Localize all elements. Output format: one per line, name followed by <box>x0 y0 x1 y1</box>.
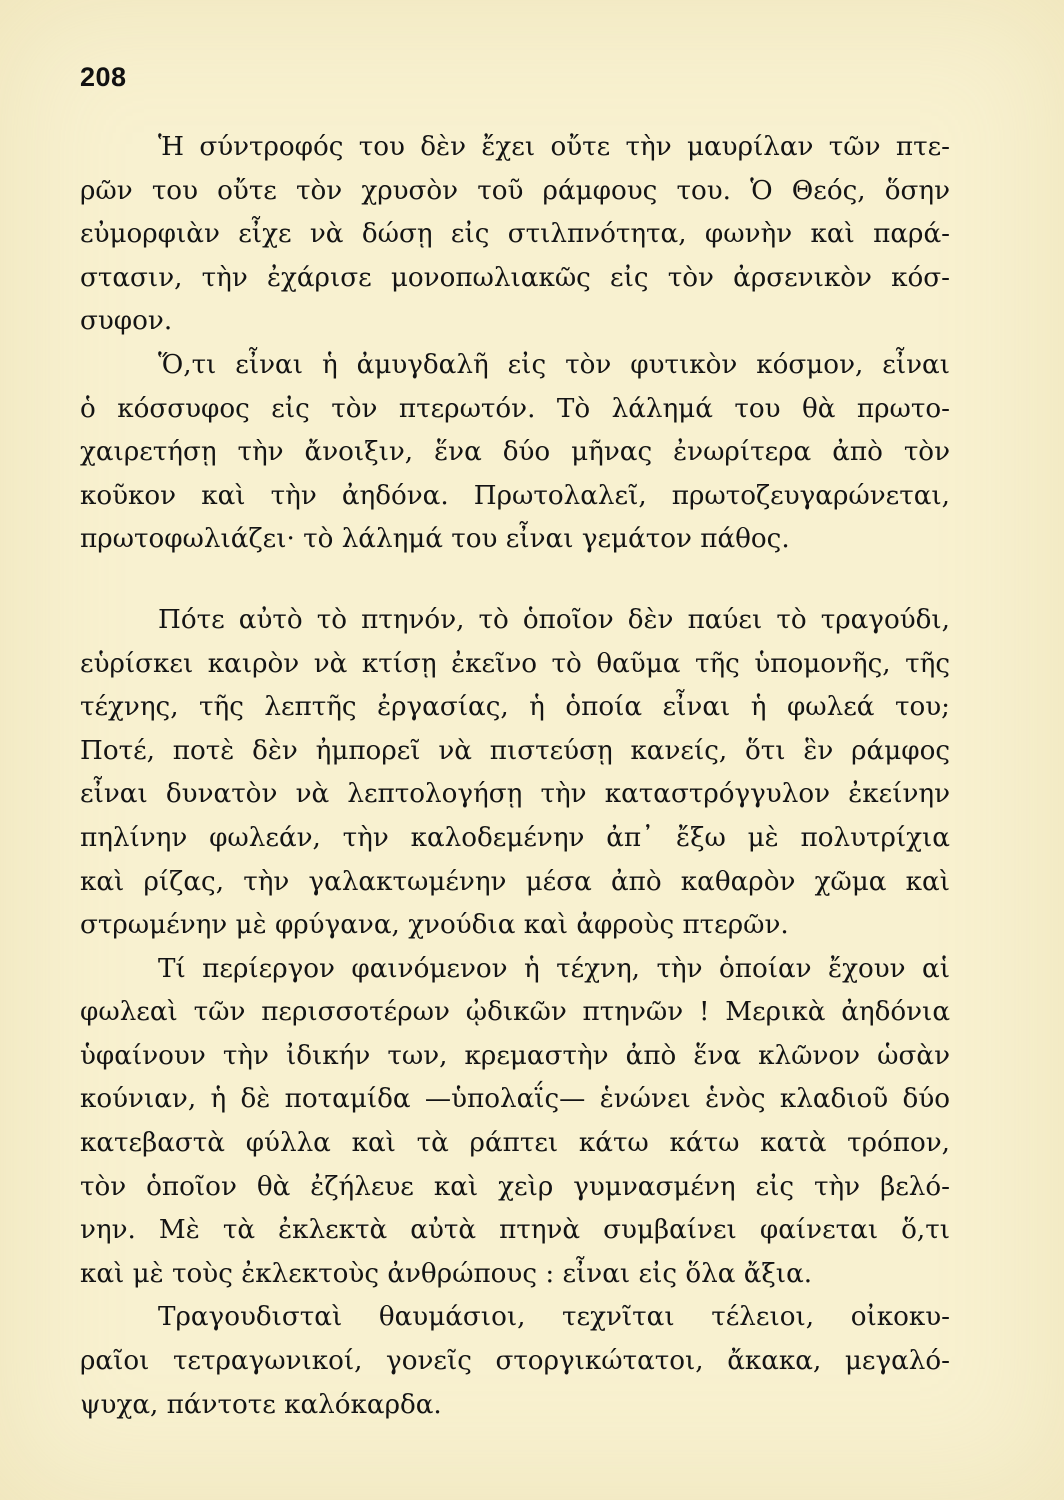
section-gap <box>80 562 950 599</box>
text-line: Ποτέ, ποτὲ δὲν ἠμπορεῖ νὰ πιστεύσῃ κανείς, ὅτι ἓν ράμφος <box>80 735 950 766</box>
text-line: εὐμορφιὰν εἶχε νὰ δώσῃ εἰς στιλπνότητα, φωνὴν καὶ παρά- <box>80 219 950 250</box>
text-line: συφον. <box>80 306 173 337</box>
text-line: καὶ μὲ τοὺς ἐκλεκτοὺς ἀνθρώπους : εἶναι εἰς ὅλα ἄξια. <box>80 1258 813 1289</box>
text-line: κούνιαν, ἡ δὲ ποταμίδα —ὑπολαΐς— ἑνώνει ἑνὸς κλαδιοῦ δύο <box>80 1084 950 1115</box>
text-line: ραῖοι τετραγωνικοί, γονεῖς στοργικώτατοι, ἄκακα, μεγαλό- <box>80 1346 950 1377</box>
text-line: τέχνης, τῆς λεπτῆς ἐργασίας, ἡ ὁποία εἶναι ἡ φωλεά του; <box>80 692 950 723</box>
text-line: νην. Μὲ τὰ ἐκλεκτὰ αὐτὰ πτηνὰ συμβαίνει φαίνεται ὅ,τι <box>80 1215 950 1246</box>
text-line: ψυχα, πάντοτε καλόκαρδα. <box>80 1389 442 1420</box>
text-line: Ἡ σύντροφός του δὲν ἔχει οὔτε τὴν μαυρίλαν τῶν πτε- <box>158 132 950 162</box>
text-line: εἶναι δυνατὸν νὰ λεπτολογήσῃ τὴν καταστρόγγυλον ἐκείνην <box>80 779 950 810</box>
text-line: εὑρίσκει καιρὸν νὰ κτίσῃ ἐκεῖνο τὸ θαῦμα τῆς ὑπομονῆς, τῆς <box>80 648 950 679</box>
paragraph <box>80 344 950 562</box>
text-line: Πότε αὐτὸ τὸ πτηνόν, τὸ ὁποῖον δὲν παύει τὸ τραγούδι, <box>158 604 950 635</box>
text-line: ὑφαίνουν τὴν ἰδικήν των, κρεμαστὴν ἀπὸ ἕνα κλῶνον ὡσὰν <box>80 1040 950 1071</box>
paragraph <box>80 1296 950 1427</box>
text-line: στασιν, τὴν ἐχάρισε μονοπωλιακῶς εἰς τὸν ἀρσενικὸν κόσ- <box>80 262 950 293</box>
text-line: χαιρετήσῃ τὴν ἄνοιξιν, ἕνα δύο μῆνας ἐνωρίτερα ἀπὸ τὸν <box>80 437 950 468</box>
text-line: ὁ κόσσυφος εἰς τὸν πτερωτόν. Τὸ λάλημά του θὰ πρωτο- <box>80 393 950 424</box>
text-line: Ὅ,τι εἶναι ἡ ἀμυγδαλῆ εἰς τὸν φυτικὸν κόσμον, εἶναι <box>158 349 950 380</box>
text-line: πηλίνην φωλεάν, τὴν καλοδεμένην ἀπ᾽ ἔξω μὲ πολυτρίχια <box>80 822 950 853</box>
paragraph <box>80 599 950 948</box>
paragraph <box>80 126 950 344</box>
text-line: ρῶν του οὔτε τὸν χρυσὸν τοῦ ράμφους του. Ὁ Θεός, ὅσην <box>80 175 950 206</box>
text-line: Τραγουδισταὶ θαυμάσιοι, τεχνῖται τέλειοι, οἰκοκυ- <box>158 1302 950 1333</box>
text-line: τὸν ὁποῖον θὰ ἐζήλευε καὶ χεὶρ γυμνασμένη εἰς τὴν βελό- <box>80 1171 950 1202</box>
body-text <box>80 126 950 1427</box>
paragraph <box>80 948 950 1297</box>
text-line: κατεβαστὰ φύλλα καὶ τὰ ράπτει κάτω κάτω κατὰ τρόπον, <box>80 1128 950 1159</box>
page-number: 208 <box>80 62 127 92</box>
text-line: κοῦκον καὶ τὴν ἀηδόνα. Πρωτολαλεῖ, πρωτοζευγαρώνεται, <box>80 480 950 511</box>
text-line: καὶ ρίζας, τὴν γαλακτωμένην μέσα ἀπὸ καθαρὸν χῶμα καὶ <box>80 866 950 897</box>
text-line: πρωτοφωλιάζει· τὸ λάλημά του εἶναι γεμάτον πάθος. <box>80 524 790 555</box>
text-line: στρωμένην μὲ φρύγανα, χνούδια καὶ ἀφροὺς πτερῶν. <box>80 910 789 941</box>
text-line: φωλεαὶ τῶν περισσοτέρων ᾠδικῶν πτηνῶν ! Μερικὰ ἀηδόνια <box>80 997 950 1028</box>
text-line: Τί περίεργον φαινόμενον ἡ τέχνη, τὴν ὁποίαν ἔχουν αἱ <box>158 953 950 984</box>
